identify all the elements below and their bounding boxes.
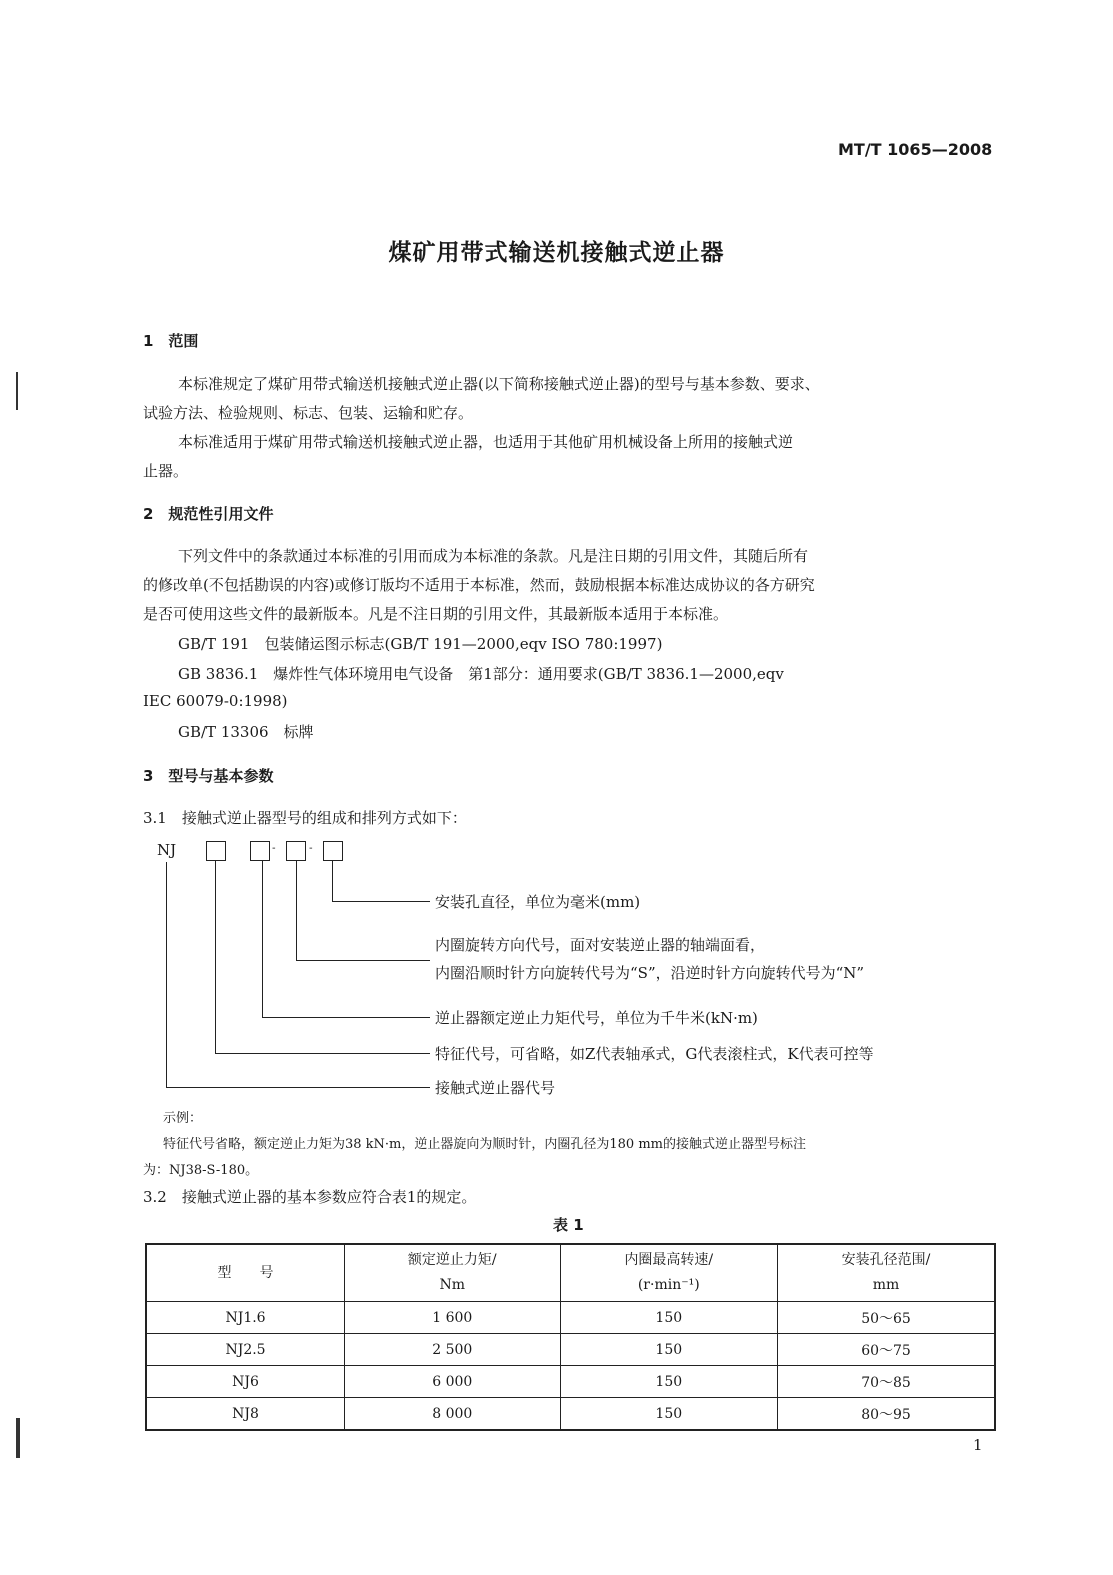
- table-row: [146, 1398, 995, 1431]
- header-bore-line-2: mm: [872, 1277, 900, 1293]
- code-leader-horizontal: [166, 1087, 430, 1088]
- cell-model: NJ8: [146, 1398, 345, 1431]
- bore-label: 安装孔直径，单位为毫米(mm): [435, 893, 641, 911]
- header-bore-line-1: 安装孔径范围/: [841, 1252, 931, 1268]
- header-speed: [560, 1244, 778, 1302]
- bore-leader-vertical: [332, 861, 333, 901]
- section-3-2: 3.2 接触式逆止器的基本参数应符合表1的规定。: [143, 1188, 477, 1206]
- table-header-row: [146, 1244, 995, 1302]
- cell-model: NJ2.5: [146, 1334, 345, 1366]
- header-torque-line-2: Nm: [439, 1277, 466, 1293]
- cell-speed: 150: [560, 1398, 778, 1431]
- cell-torque: 6 000: [345, 1366, 560, 1398]
- torque-leader-horizontal: [262, 1017, 430, 1018]
- rotation-label-line-1: 内圈旋转方向代号，面对安装逆止器的轴端面看，: [435, 936, 766, 954]
- scan-mark: [16, 1418, 20, 1458]
- document-title: 煤矿用带式输送机接触式逆止器: [388, 240, 725, 266]
- section-1-heading: 1 范围: [143, 332, 199, 350]
- section-3-heading: 3 型号与基本参数: [143, 767, 274, 785]
- rotation-leader-vertical: [296, 861, 297, 960]
- cell-torque: 2 500: [345, 1334, 560, 1366]
- rotation-label-line-2: 内圈沿顺时针方向旋转代号为“S”，沿逆时针方向旋转代号为“N”: [435, 964, 865, 982]
- table-row: [146, 1366, 995, 1398]
- example-label: 示例：: [163, 1111, 203, 1126]
- cell-bore: 50～65: [778, 1302, 995, 1334]
- header-torque: [345, 1244, 560, 1302]
- bore-leader-horizontal: [332, 901, 430, 902]
- cell-speed: 150: [560, 1334, 778, 1366]
- s1-paragraph-2-line-2: 止器。: [143, 462, 189, 480]
- s1-paragraph-2-line-1: 本标准适用于煤矿用带式输送机接触式逆止器，也适用于其他矿用机械设备上所用的接触式逆: [178, 433, 794, 451]
- scan-mark: [16, 372, 18, 410]
- cell-bore: 80～95: [778, 1398, 995, 1431]
- cell-bore: 70～85: [778, 1366, 995, 1398]
- cell-speed: 150: [560, 1302, 778, 1334]
- reference-gb3836-line-1: GB 3836.1 爆炸性气体环境用电气设备 第1部分：通用要求(GB/T 3836.1—2000,eqv: [178, 665, 784, 683]
- s2-paragraph-line-3: 是否可使用这些文件的最新版本。凡是不注日期的引用文件，其最新版本适用于本标准。: [143, 605, 729, 623]
- example-line-1: 特征代号省略，额定逆止力矩为38 kN·m，逆止器旋向为顺时针，内圈孔径为180 mm的接触式逆止器型号标注: [163, 1137, 806, 1152]
- bore-code-box: [323, 841, 343, 861]
- standard-number: MT/T 1065—2008: [838, 140, 993, 159]
- feature-label: 特征代号，可省略，如Z代表轴承式，G代表滚柱式，K代表可控等: [435, 1045, 874, 1063]
- header-speed-line-2: (r·min⁻¹): [637, 1277, 700, 1293]
- table-row: [146, 1334, 995, 1366]
- feature-leader-vertical: [215, 861, 216, 1053]
- reference-gbt191: GB/T 191 包装储运图示标志(GB/T 191—2000,eqv ISO 780:1997): [178, 635, 663, 653]
- s1-paragraph-1-line-2: 试验方法、检验规则、标志、包装、运输和贮存。: [143, 404, 474, 422]
- cell-torque: 1 600: [345, 1302, 560, 1334]
- torque-label: 逆止器额定逆止力矩代号，单位为千牛米(kN·m): [435, 1009, 758, 1027]
- s2-paragraph-line-2: 的修改单(不包括勘误的内容)或修订版均不适用于本标准，然而，鼓励根据本标准达成协议的各方研究: [143, 576, 815, 594]
- s1-paragraph-1-line-1: 本标准规定了煤矿用带式输送机接触式逆止器(以下简称接触式逆止器)的型号与基本参数、要求、: [178, 375, 820, 393]
- feature-code-box: [206, 841, 226, 861]
- reference-gb3836-line-2: IEC 60079-0:1998): [143, 692, 288, 710]
- cell-torque: 8 000: [345, 1398, 560, 1431]
- separator-dash-2: -: [309, 843, 313, 854]
- header-speed-line-1: 内圈最高转速/: [624, 1252, 714, 1268]
- torque-leader-vertical: [262, 861, 263, 1017]
- parameters-table: [145, 1243, 996, 1431]
- header-torque-line-1: 额定逆止力矩/: [407, 1252, 497, 1268]
- table-row: [146, 1302, 995, 1334]
- table-1-caption: 表 1: [553, 1216, 584, 1234]
- cell-model: NJ6: [146, 1366, 345, 1398]
- example-line-2: 为：NJ38-S-180。: [143, 1163, 259, 1178]
- model-prefix: NJ: [157, 841, 177, 859]
- reference-gbt13306: GB/T 13306 标牌: [178, 723, 314, 741]
- feature-leader-horizontal: [215, 1053, 430, 1054]
- rotation-leader-horizontal: [296, 960, 430, 961]
- section-2-heading: 2 规范性引用文件: [143, 505, 274, 523]
- torque-code-box: [250, 841, 270, 861]
- separator-dash-1: -: [272, 843, 276, 854]
- cell-bore: 60～75: [778, 1334, 995, 1366]
- section-3-1: 3.1 接触式逆止器型号的组成和排列方式如下：: [143, 809, 467, 827]
- cell-model: NJ1.6: [146, 1302, 345, 1334]
- rotation-code-box: [286, 841, 306, 861]
- s2-paragraph-line-1: 下列文件中的条款通过本标准的引用而成为本标准的条款。凡是注日期的引用文件，其随后所有: [178, 547, 809, 565]
- header-model: 型 号: [146, 1244, 345, 1302]
- code-leader-vertical: [166, 862, 167, 1087]
- page-number: 1: [973, 1436, 983, 1454]
- cell-speed: 150: [560, 1366, 778, 1398]
- code-label: 接触式逆止器代号: [435, 1079, 556, 1097]
- header-bore: [778, 1244, 995, 1302]
